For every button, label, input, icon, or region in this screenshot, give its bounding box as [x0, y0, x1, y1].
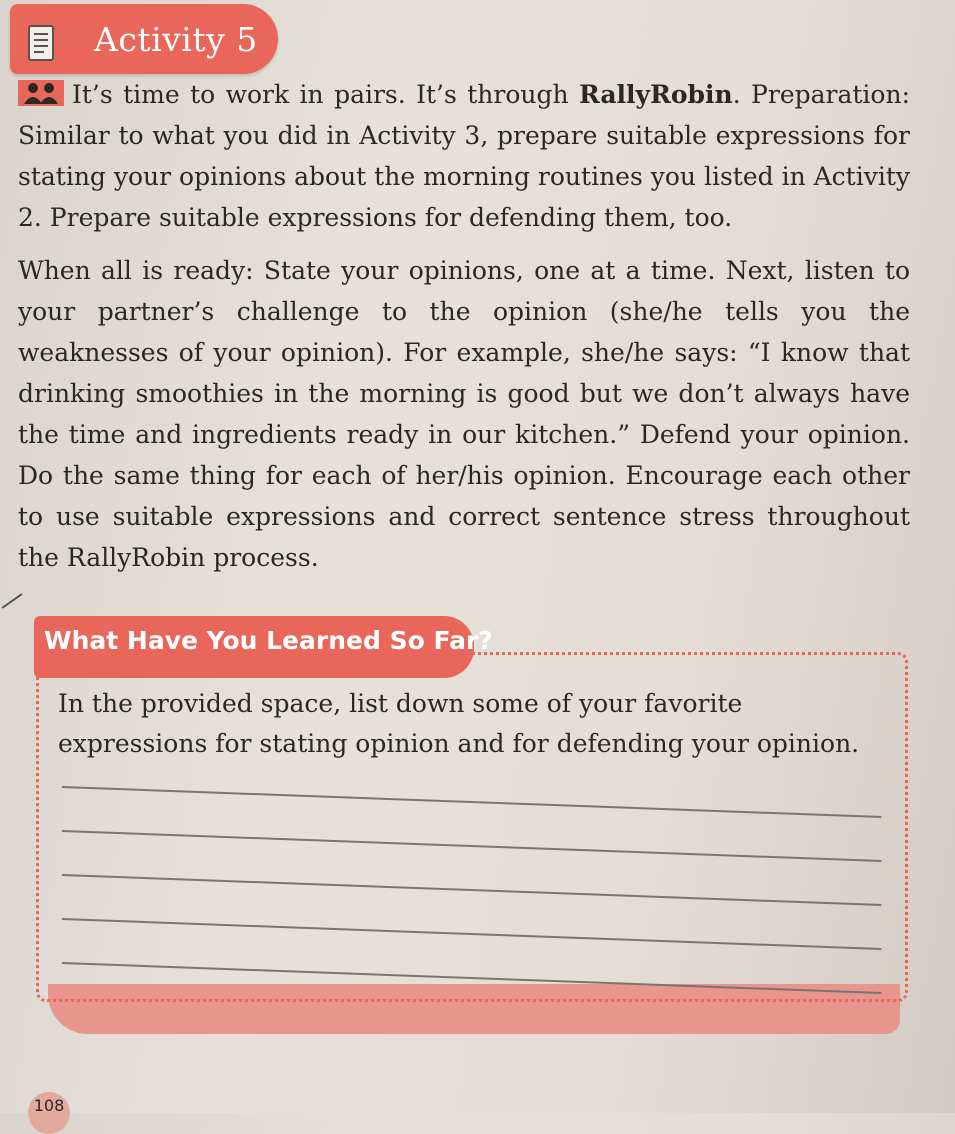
notebook-icon — [26, 24, 56, 62]
instruction-text-start: It’s time to work in pairs. It’s through — [72, 80, 579, 109]
instruction-paragraph-1 — [18, 74, 910, 238]
pair-work-icon — [18, 80, 64, 106]
activity-title: Activity 5 — [94, 20, 258, 59]
activity-header — [10, 4, 278, 74]
learned-title: What Have You Learned So Far? — [44, 626, 493, 655]
rallyrobin-term: RallyRobin — [579, 80, 733, 109]
margin-mark — [2, 593, 23, 608]
learned-prompt: In the provided space, list down some of your favorite expressions for stating opinion and for defending your opinion. — [58, 689, 860, 758]
page-number: 108 — [28, 1092, 70, 1134]
instruction-text-end: . Preparation: Similar to what you did in Activity 3, prepare suitable expressions for stating your opinions about the morning routines you listed in Activity 2. Prepare suitable expressions for defending them, too. — [18, 80, 911, 232]
instruction-paragraph-2: When all is ready: State your opinions, one at a time. Next, listen to your partner’s challenge to the opinion (she/he tells you the weaknesses of your opinion). For example, she/he says: “I know that drinking smoothies in the morning is good but we don’t always have the time and ingredients ready in our kitchen.” Defend your opinion. Do the same thing for each of her/his opinion. Encourage each other to use suitable expressions and correct sentence stress throughout the RallyRobin process. — [18, 256, 910, 572]
